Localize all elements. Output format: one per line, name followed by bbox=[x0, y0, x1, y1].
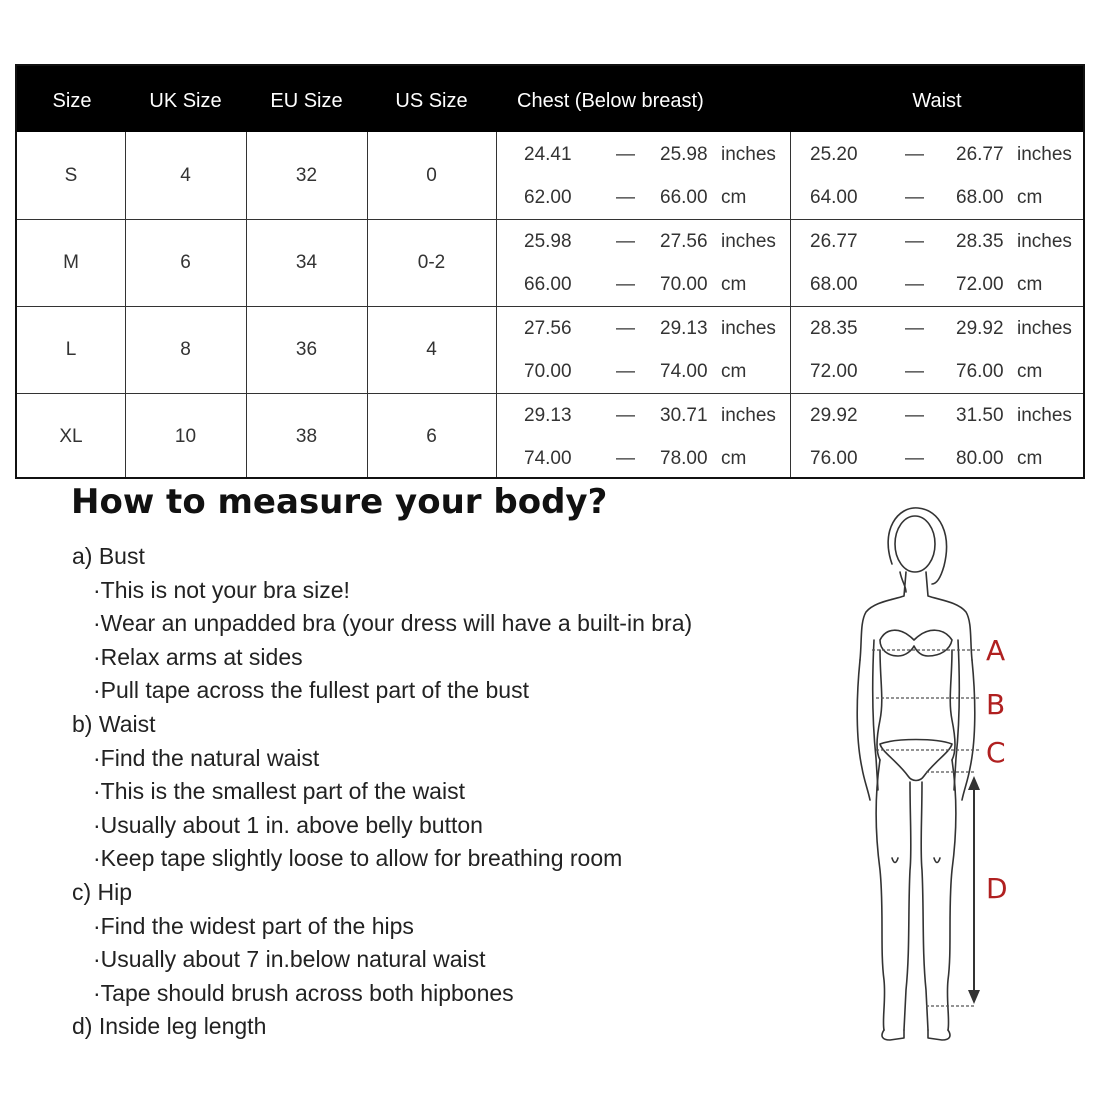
us-size-cell: 0 bbox=[426, 165, 437, 186]
chest-min-inches: 24.41 bbox=[524, 144, 572, 165]
header-uk-size: UK Size bbox=[149, 90, 222, 112]
header-us-size: US Size bbox=[395, 90, 468, 112]
waist-min-cm: 68.00 bbox=[810, 274, 858, 295]
uk-size-cell: 10 bbox=[174, 426, 197, 447]
range-dash: — bbox=[905, 448, 924, 469]
unit-inches: inches bbox=[1017, 405, 1072, 426]
list-item: ·This is not your bra size! bbox=[93, 576, 350, 603]
header-chest: Chest (Below breast) bbox=[517, 90, 704, 112]
table-row bbox=[17, 132, 1083, 219]
list-item: ·Usually about 1 in. above belly button bbox=[93, 811, 483, 838]
size-cell: S bbox=[64, 165, 78, 186]
chest-min-cm: 70.00 bbox=[524, 361, 572, 382]
chest-min-inches: 29.13 bbox=[524, 405, 572, 426]
range-dash: — bbox=[616, 187, 635, 208]
chest-min-cm: 66.00 bbox=[524, 274, 572, 295]
measurement-lines bbox=[872, 650, 980, 1006]
range-dash: — bbox=[616, 318, 635, 339]
waist-min-cm: 64.00 bbox=[810, 187, 858, 208]
waist-min-cm: 72.00 bbox=[810, 361, 858, 382]
chest-min-inches: 25.98 bbox=[524, 231, 572, 252]
size-cell: XL bbox=[59, 426, 83, 447]
uk-size-cell: 8 bbox=[180, 339, 191, 360]
size-cell: M bbox=[63, 252, 79, 273]
waist-max-cm: 76.00 bbox=[956, 361, 1004, 382]
measurement-instructions bbox=[72, 540, 792, 1044]
inside-leg-arrow bbox=[968, 776, 980, 1004]
table-row bbox=[17, 306, 1083, 393]
eu-size-cell: 36 bbox=[295, 339, 318, 360]
chest-min-inches: 27.56 bbox=[524, 318, 572, 339]
range-dash: — bbox=[905, 187, 924, 208]
section-heading-bust: a) Bust bbox=[72, 543, 145, 569]
label-waist: B bbox=[986, 688, 1006, 721]
list-item: ·Find the widest part of the hips bbox=[93, 912, 414, 939]
table-row bbox=[17, 393, 1083, 480]
unit-cm: cm bbox=[1017, 361, 1043, 382]
header-eu-size: EU Size bbox=[270, 90, 343, 112]
waist-max-inches: 29.92 bbox=[956, 318, 1004, 339]
uk-size-cell: 6 bbox=[180, 252, 191, 273]
waist-min-inches: 26.77 bbox=[810, 231, 858, 252]
waist-max-inches: 28.35 bbox=[956, 231, 1004, 252]
range-dash: — bbox=[616, 448, 635, 469]
unit-inches: inches bbox=[721, 318, 776, 339]
list-item: ·Relax arms at sides bbox=[93, 643, 303, 670]
chest-max-cm: 70.00 bbox=[660, 274, 708, 295]
section-heading-inside-leg: d) Inside leg length bbox=[72, 1013, 267, 1040]
unit-cm: cm bbox=[1017, 187, 1043, 208]
range-dash: — bbox=[616, 231, 635, 252]
waist-min-inches: 25.20 bbox=[810, 144, 858, 165]
size-chart-table bbox=[15, 64, 1085, 479]
waist-max-inches: 26.77 bbox=[956, 144, 1004, 165]
range-dash: — bbox=[905, 318, 924, 339]
waist-min-inches: 28.35 bbox=[810, 318, 858, 339]
size-cell: L bbox=[65, 339, 77, 360]
range-dash: — bbox=[905, 274, 924, 295]
range-dash: — bbox=[905, 405, 924, 426]
unit-cm: cm bbox=[721, 274, 747, 295]
uk-size-cell: 4 bbox=[180, 165, 191, 186]
unit-inches: inches bbox=[721, 144, 776, 165]
unit-inches: inches bbox=[1017, 144, 1072, 165]
waist-max-inches: 31.50 bbox=[956, 405, 1004, 426]
header-size: Size bbox=[52, 90, 92, 112]
body-measurement-figure bbox=[840, 500, 1080, 1060]
chest-max-cm: 66.00 bbox=[660, 187, 708, 208]
unit-cm: cm bbox=[721, 361, 747, 382]
unit-inches: inches bbox=[721, 231, 776, 252]
page-title: How to measure your body? bbox=[71, 482, 608, 522]
chest-max-inches: 27.56 bbox=[660, 231, 708, 252]
range-dash: — bbox=[616, 144, 635, 165]
unit-cm: cm bbox=[721, 448, 747, 469]
eu-size-cell: 32 bbox=[295, 165, 318, 186]
us-size-cell: 0-2 bbox=[417, 252, 446, 273]
list-item: ·Wear an unpadded bra (your dress will have a built-in bra) bbox=[93, 610, 693, 637]
section-heading-waist: b) Waist bbox=[72, 710, 156, 737]
us-size-cell: 4 bbox=[426, 339, 437, 360]
table-header-row bbox=[17, 66, 1083, 132]
body-outline-illustration bbox=[857, 508, 975, 1040]
chest-min-cm: 74.00 bbox=[524, 448, 572, 469]
range-dash: — bbox=[905, 361, 924, 382]
unit-inches: inches bbox=[1017, 318, 1072, 339]
header-waist: Waist bbox=[912, 90, 962, 112]
chest-max-inches: 25.98 bbox=[660, 144, 708, 165]
unit-inches: inches bbox=[721, 405, 776, 426]
unit-inches: inches bbox=[1017, 231, 1072, 252]
waist-max-cm: 72.00 bbox=[956, 274, 1004, 295]
range-dash: — bbox=[616, 274, 635, 295]
range-dash: — bbox=[616, 361, 635, 382]
list-item: ·Tape should brush across both hipbones bbox=[93, 979, 514, 1006]
waist-min-inches: 29.92 bbox=[810, 405, 858, 426]
section-heading-hip: c) Hip bbox=[72, 878, 133, 905]
waist-min-cm: 76.00 bbox=[810, 448, 858, 469]
eu-size-cell: 34 bbox=[295, 252, 318, 273]
table-row bbox=[17, 219, 1083, 306]
range-dash: — bbox=[616, 405, 635, 426]
list-item: ·Usually about 7 in.below natural waist bbox=[93, 946, 486, 973]
range-dash: — bbox=[905, 231, 924, 252]
chest-max-inches: 30.71 bbox=[660, 405, 708, 426]
waist-max-cm: 80.00 bbox=[956, 448, 1004, 469]
waist-max-cm: 68.00 bbox=[956, 187, 1004, 208]
unit-cm: cm bbox=[721, 187, 747, 208]
chest-max-inches: 29.13 bbox=[660, 318, 708, 339]
list-item: ·This is the smallest part of the waist bbox=[93, 778, 465, 805]
label-inside-leg: D bbox=[986, 872, 1008, 905]
range-dash: — bbox=[905, 144, 924, 165]
chest-max-cm: 78.00 bbox=[660, 448, 708, 469]
list-item: ·Pull tape across the fullest part of the bust bbox=[93, 677, 529, 704]
label-hip: C bbox=[986, 736, 1006, 769]
chest-min-cm: 62.00 bbox=[524, 187, 572, 208]
list-item: ·Find the natural waist bbox=[93, 744, 320, 771]
us-size-cell: 6 bbox=[426, 426, 437, 447]
label-bust: A bbox=[986, 634, 1006, 667]
chest-max-cm: 74.00 bbox=[660, 361, 708, 382]
unit-cm: cm bbox=[1017, 274, 1043, 295]
list-item: ·Keep tape slightly loose to allow for breathing room bbox=[93, 845, 623, 872]
eu-size-cell: 38 bbox=[295, 426, 318, 447]
unit-cm: cm bbox=[1017, 448, 1043, 469]
